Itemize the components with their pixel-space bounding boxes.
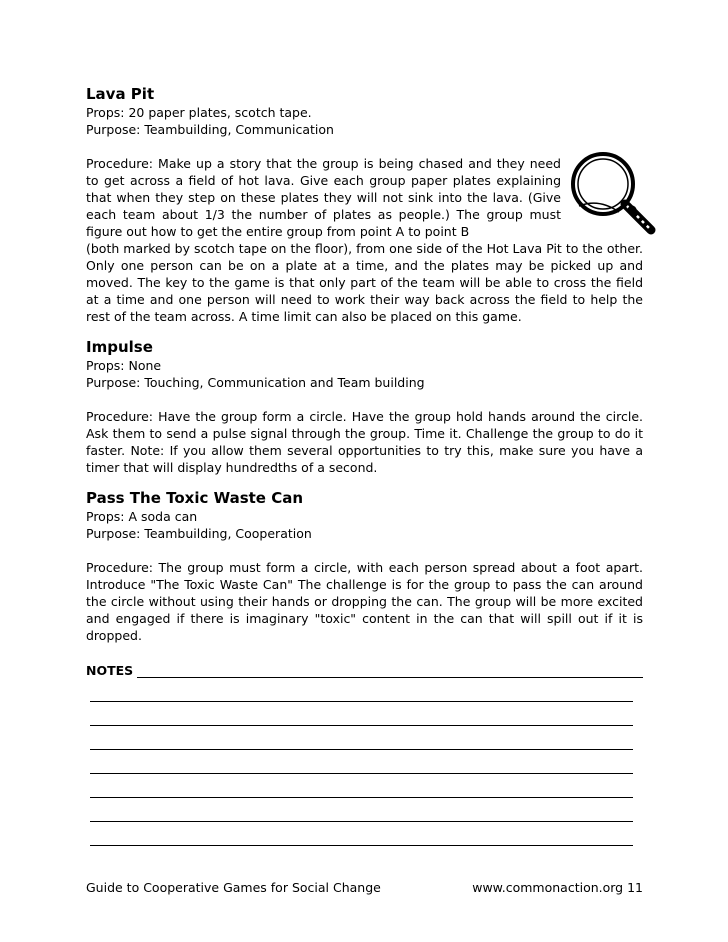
notes-section xyxy=(86,654,643,846)
footer-guide-title: Guide to Cooperative Games for Social Change xyxy=(86,880,381,895)
page-footer xyxy=(86,880,643,895)
impulse-purpose: Purpose: Touching, Communication and Team building xyxy=(86,375,425,390)
notes-first-line xyxy=(86,654,643,678)
notes-label: NOTES xyxy=(86,663,134,678)
section-title-lava-pit: Lava Pit xyxy=(86,85,155,103)
impulse-props: Props: None xyxy=(86,358,162,373)
notes-line xyxy=(90,726,633,750)
toxic-waste-props: Props: A soda can xyxy=(86,509,198,524)
magnifying-glass-icon xyxy=(569,148,657,238)
section-title-impulse: Impulse xyxy=(86,338,153,356)
section-title-toxic-waste-can: Pass The Toxic Waste Can xyxy=(86,489,304,507)
notes-line xyxy=(90,750,633,774)
notes-line xyxy=(90,822,633,846)
lava-pit-procedure-continued: (both marked by scotch tape on the floor), from one side of the Hot Lava Pit to the other. Only one person can be on a plate at a time, and the plates may be picked up and moved. The key to the game is that only part of the team will be able to cross the field at a time and one person will need to work their way back across the field to help the rest of the team across. A time limit can also be placed on this game. xyxy=(86,241,643,324)
impulse-procedure: Procedure: Have the group form a circle. Have the group hold hands around the circle. Ask them to send a pulse signal through the group. Time it. Challenge the group to do it faster. Note: If you allow them several opportunities to try this, make sure you have a timer that will display hundredths of a second. xyxy=(86,409,643,475)
notes-rule xyxy=(137,663,643,678)
lava-pit-purpose: Purpose: Teambuilding, Communication xyxy=(86,122,334,137)
notes-line xyxy=(90,678,633,702)
document-page xyxy=(86,84,643,846)
notes-line xyxy=(90,774,633,798)
toxic-waste-procedure: Procedure: The group must form a circle, with each person spread about a foot apart. Introduce "The Toxic Waste Can" The challenge is for the group to pass the can around the circle without using their hands or dropping the can. The group will be more excited and engaged if there is imaginary "toxic" content in the can that will spill out if it is dropped. xyxy=(86,560,643,643)
lava-pit-procedure: Procedure: Make up a story that the group is being chased and they need to get across a field of hot lava. Give each group paper plates explaining that when they step on these plates they will not sink into the lava. (Give each team about 1/3 the number of plates as people.) The group must figure out how to get the entire group from point A to point B xyxy=(86,156,561,239)
toxic-waste-purpose: Purpose: Teambuilding, Cooperation xyxy=(86,526,312,541)
notes-line xyxy=(90,702,633,726)
footer-website-page: www.commonaction.org 11 xyxy=(472,880,643,895)
notes-line xyxy=(90,798,633,822)
lava-pit-props: Props: 20 paper plates, scotch tape. xyxy=(86,105,312,120)
